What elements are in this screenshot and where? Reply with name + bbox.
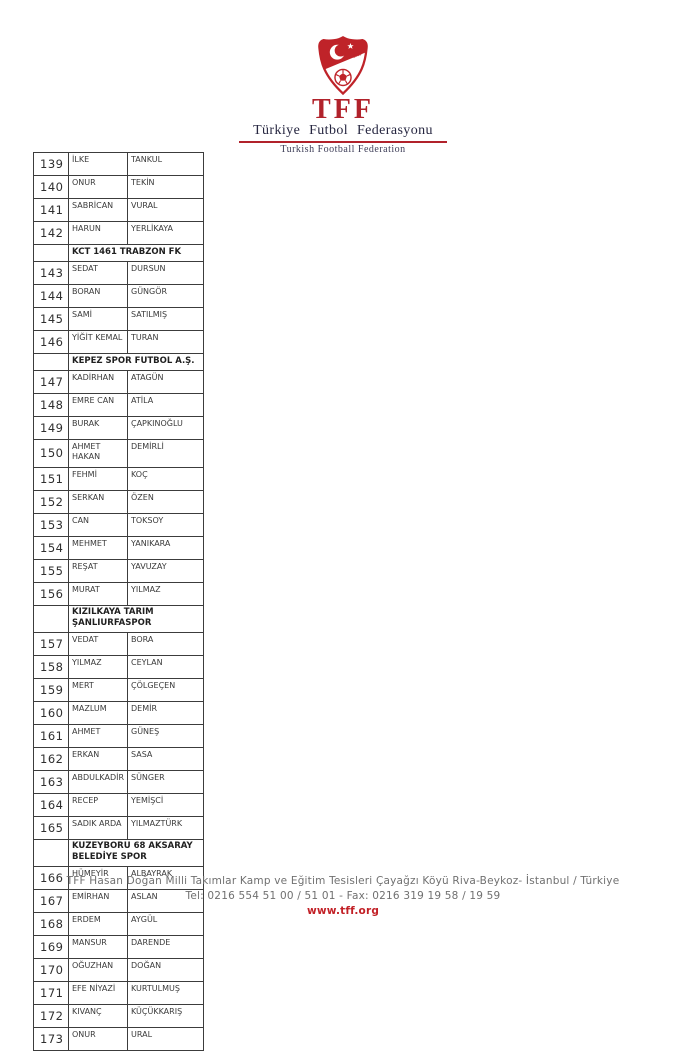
- club-header-row: [34, 839, 204, 866]
- first-name-cell: MEHMET: [69, 536, 128, 559]
- first-name-cell: BORAN: [69, 285, 128, 308]
- first-name-cell: ERKAN: [69, 747, 128, 770]
- first-name-cell: VEDAT: [69, 632, 128, 655]
- club-name: KIZILKAYA TARIM ŞANLIURFASPOR: [69, 605, 204, 632]
- first-name-cell: KIVANÇ: [69, 1004, 128, 1027]
- last-name-cell: TURAN: [128, 331, 204, 354]
- first-name-cell: RECEP: [69, 793, 128, 816]
- row-number-cell: 171: [34, 981, 69, 1004]
- player-row: [34, 981, 204, 1004]
- footer-website: www.tff.org: [306, 905, 380, 917]
- first-name-cell: HÜMEYİR: [69, 866, 128, 889]
- last-name-cell: SASA: [128, 747, 204, 770]
- last-name-cell: ATİLA: [128, 394, 204, 417]
- last-name-cell: SATILMIŞ: [128, 308, 204, 331]
- row-number-cell: [34, 245, 69, 262]
- row-number-cell: 143: [34, 262, 69, 285]
- last-name-cell: TOKSOY: [128, 513, 204, 536]
- last-name-cell: URAL: [128, 1027, 204, 1050]
- first-name-cell: SERKAN: [69, 490, 128, 513]
- row-number-cell: 162: [34, 747, 69, 770]
- player-row: [34, 222, 204, 245]
- last-name-cell: YANIKARA: [128, 536, 204, 559]
- last-name-cell: ÇAPKINOĞLU: [128, 417, 204, 440]
- last-name-cell: YEMİŞCİ: [128, 793, 204, 816]
- last-name-cell: AYGÜL: [128, 912, 204, 935]
- player-row: [34, 417, 204, 440]
- last-name-cell: GÜNGÖR: [128, 285, 204, 308]
- last-name-cell: YERLİKAYA: [128, 222, 204, 245]
- row-number-cell: 158: [34, 655, 69, 678]
- row-number-cell: 144: [34, 285, 69, 308]
- club-header-row: [34, 354, 204, 371]
- player-row: [34, 632, 204, 655]
- first-name-cell: OĞUZHAN: [69, 958, 128, 981]
- row-number-cell: 160: [34, 701, 69, 724]
- last-name-cell: DURSUN: [128, 262, 204, 285]
- first-name-cell: AHMET: [69, 724, 128, 747]
- player-row: [34, 1027, 204, 1050]
- last-name-cell: DARENDE: [128, 935, 204, 958]
- row-number-cell: 141: [34, 199, 69, 222]
- player-row: [34, 153, 204, 176]
- first-name-cell: YILMAZ: [69, 655, 128, 678]
- last-name-cell: ÖZEN: [128, 490, 204, 513]
- row-number-cell: 172: [34, 1004, 69, 1027]
- player-row: [34, 582, 204, 605]
- first-name-cell: AHMET HAKAN: [69, 440, 128, 468]
- row-number-cell: 156: [34, 582, 69, 605]
- footer-address: TFF Hasan Doğan Milli Takımlar Kamp ve Eğitim Tesisleri Çayağzı Köyü Riva-Beykoz- İstanbul / Türkiye: [66, 875, 620, 887]
- player-row: [34, 308, 204, 331]
- player-row: [34, 559, 204, 582]
- last-name-cell: SÜNGER: [128, 770, 204, 793]
- row-number-cell: 168: [34, 912, 69, 935]
- row-number-cell: [34, 839, 69, 866]
- player-row: [34, 1004, 204, 1027]
- first-name-cell: EMİRHAN: [69, 889, 128, 912]
- first-name-cell: EFE NİYAZİ: [69, 981, 128, 1004]
- row-number-cell: 146: [34, 331, 69, 354]
- player-row: [34, 678, 204, 701]
- row-number-cell: 163: [34, 770, 69, 793]
- first-name-cell: BURAK: [69, 417, 128, 440]
- row-number-cell: 166: [34, 866, 69, 889]
- first-name-cell: YİĞİT KEMAL: [69, 331, 128, 354]
- footer-phone-fax: Tel: 0216 554 51 00 / 51 01 - Fax: 0216 319 19 58 / 19 59: [185, 890, 501, 902]
- last-name-cell: CEYLAN: [128, 655, 204, 678]
- player-row: [34, 935, 204, 958]
- row-number-cell: 148: [34, 394, 69, 417]
- last-name-cell: TEKİN: [128, 176, 204, 199]
- player-row: [34, 490, 204, 513]
- row-number-cell: 157: [34, 632, 69, 655]
- row-number-cell: 169: [34, 935, 69, 958]
- last-name-cell: TANKUL: [128, 153, 204, 176]
- first-name-cell: FEHMİ: [69, 467, 128, 490]
- first-name-cell: KADİRHAN: [69, 371, 128, 394]
- row-number-cell: 145: [34, 308, 69, 331]
- last-name-cell: YILMAZTÜRK: [128, 816, 204, 839]
- row-number-cell: 154: [34, 536, 69, 559]
- player-row: [34, 371, 204, 394]
- row-number-cell: 159: [34, 678, 69, 701]
- row-number-cell: 153: [34, 513, 69, 536]
- red-divider: [239, 141, 447, 143]
- first-name-cell: ONUR: [69, 1027, 128, 1050]
- row-number-cell: 147: [34, 371, 69, 394]
- first-name-cell: SEDAT: [69, 262, 128, 285]
- first-name-cell: ERDEM: [69, 912, 128, 935]
- row-number-cell: 161: [34, 724, 69, 747]
- first-name-cell: REŞAT: [69, 559, 128, 582]
- row-number-cell: 173: [34, 1027, 69, 1050]
- last-name-cell: ASLAN: [128, 889, 204, 912]
- row-number-cell: 152: [34, 490, 69, 513]
- first-name-cell: ABDULKADİR: [69, 770, 128, 793]
- player-row: [34, 793, 204, 816]
- first-name-cell: SABRİCAN: [69, 199, 128, 222]
- tff-acronym: TFF: [312, 94, 374, 125]
- tff-crest-logo: [314, 35, 372, 97]
- player-row: [34, 176, 204, 199]
- player-row: [34, 467, 204, 490]
- row-number-cell: 142: [34, 222, 69, 245]
- row-number-cell: 155: [34, 559, 69, 582]
- crest-year: 1923: [351, 51, 363, 59]
- club-name: KCT 1461 TRABZON FK: [69, 245, 204, 262]
- player-row: [34, 331, 204, 354]
- first-name-cell: MERT: [69, 678, 128, 701]
- last-name-cell: VURAL: [128, 199, 204, 222]
- first-name-cell: SAMİ: [69, 308, 128, 331]
- player-row: [34, 747, 204, 770]
- club-name: KUZEYBORU 68 AKSARAY BELEDİYE SPOR: [69, 839, 204, 866]
- first-name-cell: MURAT: [69, 582, 128, 605]
- last-name-cell: KÜÇÜKKARIŞ: [128, 1004, 204, 1027]
- last-name-cell: DEMİR: [128, 701, 204, 724]
- first-name-cell: CAN: [69, 513, 128, 536]
- player-row: [34, 199, 204, 222]
- club-name: KEPEZ SPOR FUTBOL A.Ş.: [69, 354, 204, 371]
- last-name-cell: KOÇ: [128, 467, 204, 490]
- page-footer: [0, 874, 686, 919]
- player-row: [34, 701, 204, 724]
- last-name-cell: KURTULMUŞ: [128, 981, 204, 1004]
- player-row: [34, 536, 204, 559]
- player-row: [34, 513, 204, 536]
- org-name-turkish: Türkiye Futbol Federasyonu: [253, 123, 433, 138]
- player-row: [34, 724, 204, 747]
- row-number-cell: 167: [34, 889, 69, 912]
- row-number-cell: 170: [34, 958, 69, 981]
- first-name-cell: SADIK ARDA: [69, 816, 128, 839]
- row-number-cell: [34, 605, 69, 632]
- first-name-cell: ONUR: [69, 176, 128, 199]
- player-row: [34, 770, 204, 793]
- last-name-cell: DEMİRLİ: [128, 440, 204, 468]
- player-row: [34, 285, 204, 308]
- player-row: [34, 440, 204, 468]
- row-number-cell: [34, 354, 69, 371]
- last-name-cell: DOĞAN: [128, 958, 204, 981]
- last-name-cell: ATAGÜN: [128, 371, 204, 394]
- row-number-cell: 151: [34, 467, 69, 490]
- last-name-cell: YAVUZAY: [128, 559, 204, 582]
- first-name-cell: MAZLUM: [69, 701, 128, 724]
- last-name-cell: GÜNEŞ: [128, 724, 204, 747]
- club-header-row: [34, 605, 204, 632]
- player-row: [34, 394, 204, 417]
- last-name-cell: YILMAZ: [128, 582, 204, 605]
- row-number-cell: 139: [34, 153, 69, 176]
- row-number-cell: 140: [34, 176, 69, 199]
- first-name-cell: HARUN: [69, 222, 128, 245]
- player-row: [34, 262, 204, 285]
- last-name-cell: ALBAYRAK: [128, 866, 204, 889]
- first-name-cell: EMRE CAN: [69, 394, 128, 417]
- club-header-row: [34, 245, 204, 262]
- last-name-cell: ÇÖLGEÇEN: [128, 678, 204, 701]
- row-number-cell: 150: [34, 440, 69, 468]
- row-number-cell: 164: [34, 793, 69, 816]
- player-row: [34, 816, 204, 839]
- first-name-cell: İLKE: [69, 153, 128, 176]
- row-number-cell: 149: [34, 417, 69, 440]
- first-name-cell: MANSUR: [69, 935, 128, 958]
- row-number-cell: 165: [34, 816, 69, 839]
- player-row: [34, 655, 204, 678]
- last-name-cell: BORA: [128, 632, 204, 655]
- org-name-english: Turkish Football Federation: [280, 144, 406, 155]
